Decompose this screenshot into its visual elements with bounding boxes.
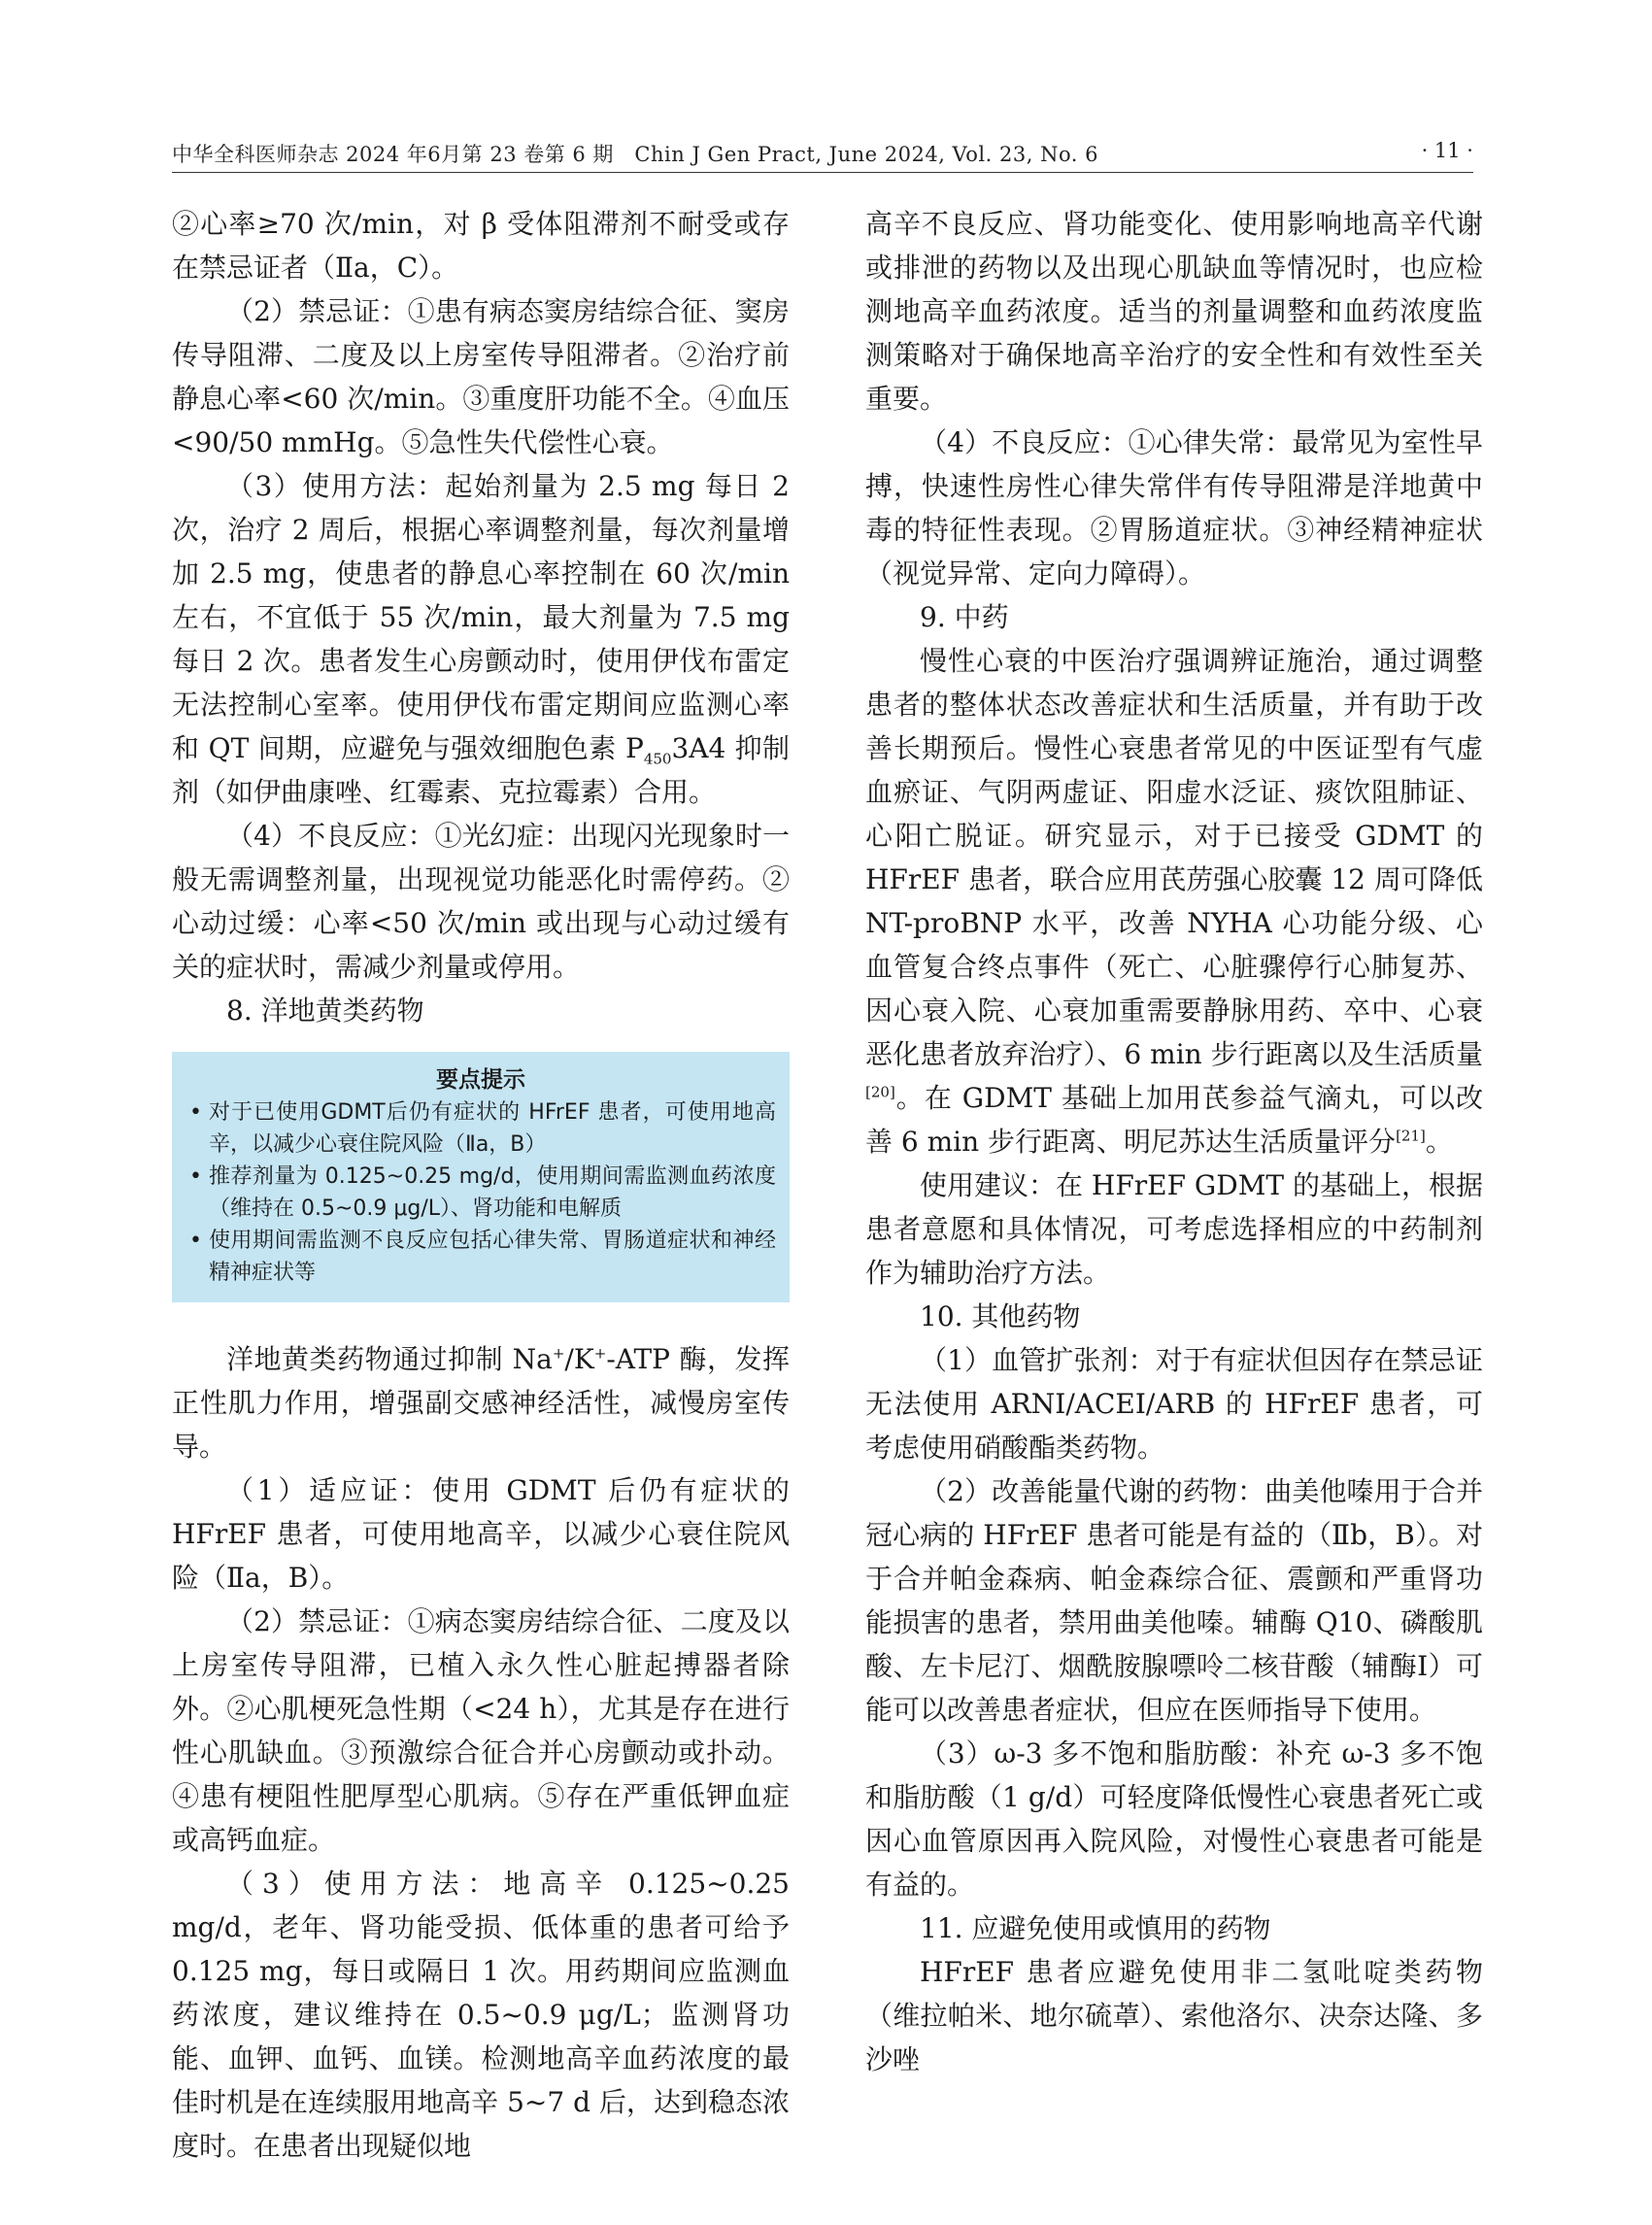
key-point-text: 使用期间需监测不良反应包括心律失常、胃肠道症状和神经精神症状等: [209, 1229, 776, 1285]
superscript: +: [552, 1344, 565, 1363]
section-heading: 8. 洋地黄类药物: [226, 995, 424, 1027]
superscript: +: [593, 1344, 607, 1363]
key-points-box: [172, 1052, 790, 1302]
text-run: （3）使用方法：起始剂量为 2.5 mg 每日 2 次，治疗 2 周后，根据心率调整剂量，每次剂量增加 2.5 mg，使患者的静息心率控制在 60 次/min 左右，不宜低于 55 次/min，最大剂量为 7.5 mg 每日 2 次。患者发生心房颤动时，使用伊伐布雷定无法控制心室率。使用伊伐布雷定期间应监测心率和 QT 间期，应避免与强效细胞色素 P: [172, 470, 790, 764]
paragraph: HFrEF 患者应避免使用非二氢吡啶类药物（维拉帕米、地尔硫䓬）、索他洛尔、决奈达隆、多沙唑: [865, 1956, 1483, 2075]
paragraph: [172, 1337, 790, 1468]
key-point-text: 推荐剂量为 0.125~0.25 mg/d，使用期间需监测血药浓度（维持在 0.5~0.9 μg/L）、肾功能和电解质: [209, 1164, 776, 1221]
paragraph: （3）ω-3 多不饱和脂肪酸：补充 ω-3 多不饱和脂肪酸（1 g/d）可轻度降低慢性心衰患者死亡或因心血管原因再入院风险，对慢性心衰患者可能是有益的。: [865, 1737, 1483, 1901]
text-run: 洋地黄类药物通过抑制 Na: [226, 1343, 553, 1375]
paragraph: （2）禁忌证：①病态窦房结综合征、二度及以上房室传导阻滞，已植入永久性心脏起搏器者除外。②心肌梗死急性期（<24 h），尤其是存在进行性心肌缺血。③预激综合征合并心房颤动或扑动。④患有梗阻性肥厚型心肌病。⑤存在严重低钾血症或高钙血症。: [172, 1605, 790, 1856]
paragraph: 高辛不良反应、肾功能变化、使用影响地高辛代谢或排泄的药物以及出现心肌缺血等情况时，也应检测地高辛血药浓度。适当的剂量调整和血药浓度监测策略对于确保地高辛治疗的安全性和有效性至关重要。: [865, 208, 1483, 415]
paragraph: （4）不良反应：①光幻症：出现闪光现象时一般无需调整剂量，出现视觉功能恶化时需停药。②心动过缓：心率<50 次/min 或出现与心动过缓有关的症状时，需减少剂量或停用。: [172, 820, 790, 983]
page-number: · 11 ·: [1421, 139, 1473, 162]
paragraph: [865, 639, 1483, 1163]
paragraph: （2）改善能量代谢的药物：曲美他嗪用于合并冠心病的 HFrEF 患者可能是有益的（Ⅱb，B）。对于合并帕金森病、帕金森综合征、震颤和严重肾功能损害的患者，禁用曲美他嗪。辅酶 Q10、磷酸肌酸、左卡尼汀、烟酰胺腺嘌呤二核苷酸（辅酶Ⅰ）可能可以改善患者症状，但应在医师指导下使用。: [865, 1475, 1483, 1726]
key-point-item: [185, 1225, 776, 1289]
paragraph: （1）适应证：使用 GDMT 后仍有症状的 HFrEF 患者，可使用地高辛，以减少心衰住院风险（Ⅱa，B）。: [172, 1474, 790, 1594]
bullet: •: [189, 1100, 202, 1125]
section-heading: 9. 中药: [920, 601, 1009, 633]
citation-ref: [21]: [1396, 1127, 1426, 1145]
paragraph: [172, 464, 790, 814]
bullet: •: [189, 1164, 202, 1189]
paragraph: （4）不良反应：①心律失常：最常见为室性早搏，快速性房性心律失常伴有传导阻滞是洋地黄中毒的特征性表现。②胃肠道症状。③神经精神症状（视觉异常、定向力障碍）。: [865, 426, 1483, 590]
text-run: 3A4 抑制剂（如伊曲康唑、红霉素、克拉霉素）合用。: [172, 732, 790, 808]
paragraph: （1）血管扩张剂：对于有症状但因存在禁忌证无法使用 ARNI/ACEI/ARB 的 HFrEF 患者，可考虑使用硝酸酯类药物。: [865, 1344, 1483, 1464]
right-column: [865, 202, 1483, 2081]
paragraph: ②心率≥70 次/min，对 β 受体阻滞剂不耐受或存在禁忌证者（Ⅱa，C）。: [172, 208, 790, 284]
text-run: /K: [564, 1343, 594, 1375]
left-column: [172, 202, 790, 2168]
text-run: 。在 GDMT 基础上加用芪参益气滴丸，可以改善 6 min 步行距离、明尼苏达生活质量评分: [865, 1082, 1483, 1158]
paragraph: 使用建议：在 HFrEF GDMT 的基础上，根据患者意愿和具体情况，可考虑选择相应的中药制剂作为辅助治疗方法。: [865, 1169, 1483, 1289]
text-run: 慢性心衰的中医治疗强调辨证施治，通过调整患者的整体状态改善症状和生活质量，并有助于改善长期预后。慢性心衰患者常见的中医证型有气虚血瘀证、气阴两虚证、阳虚水泛证、痰饮阻肺证、心阳亡脱证。研究显示，对于已接受 GDMT 的 HFrEF 患者，联合应用芪苈强心胶囊 12 周可降低 NT-proBNP 水平，改善 NYHA 心功能分级、心血管复合终点事件（死亡、心脏骤停行心肺复苏、因心衰入院、心衰加重需要静脉用药、卒中、心衰恶化患者放弃治疗）、6 min 步行距离以及生活质量: [865, 645, 1483, 1070]
key-points-title: 要点提示: [436, 1067, 525, 1093]
key-point-text: 对于已使用GDMT后仍有症状的 HFrEF 患者，可使用地高辛，以减少心衰住院风险（Ⅱa，B）: [209, 1100, 776, 1157]
section-heading: 10. 其他药物: [920, 1300, 1081, 1332]
paragraph: （2）禁忌证：①患有病态窦房结综合征、窦房传导阻滞、二度及以上房室传导阻滞者。②治疗前静息心率<60 次/min。③重度肝功能不全。④血压<90/50 mmHg。⑤急性失代偿性心衰。: [172, 295, 790, 458]
citation-ref: [20]: [865, 1083, 895, 1101]
paragraph: （3）使用方法：地高辛 0.125~0.25 mg/d，老年、肾功能受损、低体重的患者可给予 0.125 mg，每日或隔日 1 次。用药期间应监测血药浓度，建议维持在 0.5~0.9 μg/L；监测肾功能、血钾、血钙、血镁。检测地高辛血药浓度的最佳时机是在连续服用地高辛 5~7 d 后，达到稳态浓度时。在患者出现疑似地: [172, 1868, 790, 2162]
running-header: [172, 133, 1473, 173]
bullet: •: [189, 1229, 202, 1253]
text-run: -ATP 酶，发挥正性肌力作用，增强副交感神经活性，减慢房室传导。: [172, 1343, 790, 1463]
key-point-item: [185, 1096, 776, 1161]
section-heading: 11. 应避免使用或慎用的药物: [920, 1912, 1271, 1944]
journal-citation: 中华全科医师杂志 2024 年6月第 23 卷第 6 期 Chin J Gen Pract, June 2024, Vol. 23, No. 6: [172, 143, 1098, 166]
text-run: 。: [1425, 1126, 1453, 1158]
subscript: 450: [643, 750, 672, 768]
key-point-item: [185, 1161, 776, 1225]
